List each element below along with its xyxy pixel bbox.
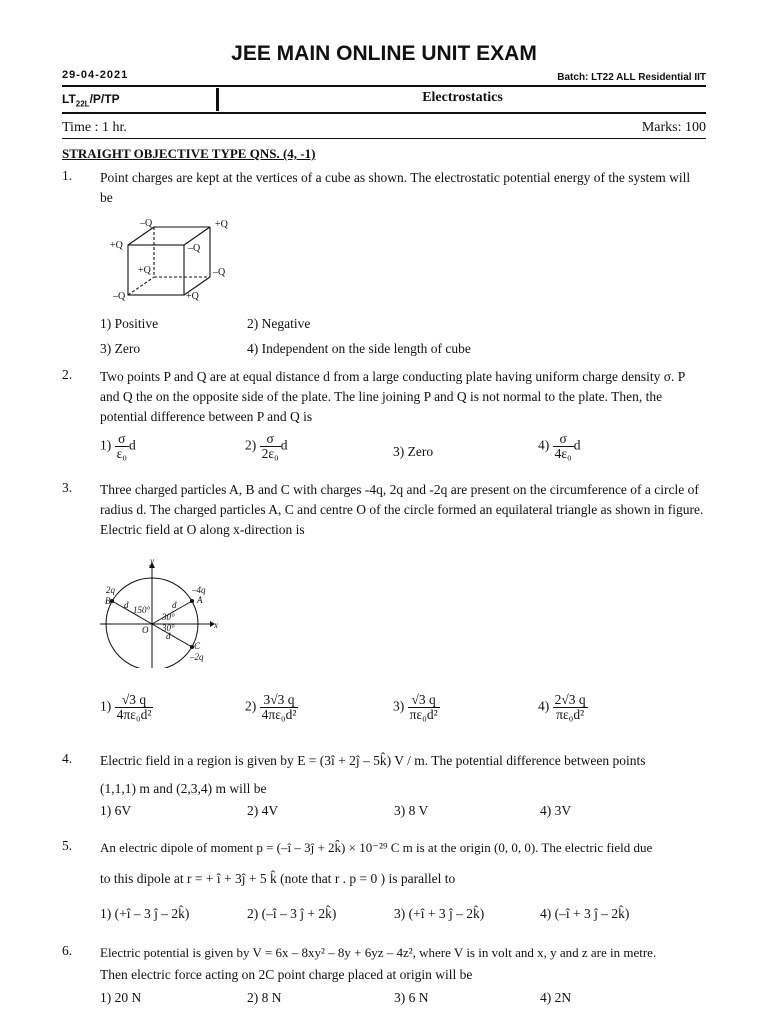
cube-label: –Q — [140, 218, 153, 229]
cube-label: –Q — [213, 267, 226, 278]
batch-info: Batch: LT22 ALL Residential IIT — [557, 72, 706, 83]
option[interactable]: 4) $\frac{\sigma}{\text{4ε₀}}$ d — [538, 431, 581, 461]
question-text: Then electric force acting on 2C point charge placed at origin will be — [100, 967, 473, 982]
angle-label: 30° — [162, 623, 175, 633]
option[interactable]: 3) 8 V — [394, 803, 429, 818]
time-info: Time : 1 hr. — [62, 120, 127, 135]
point-label: A — [197, 595, 203, 605]
charge-label: 2q — [106, 585, 115, 595]
charge-label: –4q — [192, 585, 206, 595]
option[interactable]: 1) Positive — [100, 316, 159, 331]
option[interactable]: 4) Independent on the side length of cube — [247, 341, 471, 356]
option[interactable]: 3) (+î + 3 ĵ – 2k̂) — [394, 906, 485, 921]
question-text: Three charged particles A, B and C with charges -4q, 2q and -2q are present on the circumference of a circle of radius d. The charged particles A, C and centre O of the circle formed an equilateral triangle as shown in figure. Electric field at O along x-direction is — [100, 482, 704, 537]
circle-charges-figure — [100, 556, 228, 668]
charge-label: –2q — [190, 652, 204, 662]
distance-label: d — [172, 600, 177, 610]
formula: V = 6x – 8xy² – 8y + 6yz – 4z², — [252, 945, 416, 960]
question-number: 1. — [62, 168, 73, 183]
question-number: 2. — [62, 367, 73, 382]
cube-figure — [108, 217, 238, 307]
option[interactable]: 1) $\frac{\sigma}{\text{ε₀}}$ d — [100, 431, 136, 461]
option[interactable]: 3) Zero — [100, 341, 141, 356]
question-text: (1,1,1) m and (2,3,4) m will be — [100, 781, 267, 796]
option[interactable]: 3) $\frac{√3 q}{\text{πε₀d²}}$ — [393, 692, 438, 722]
option[interactable]: 2) $\frac{3√3 q}{\text{4πε₀d²}}$ — [245, 692, 297, 722]
cube-label: –Q — [188, 243, 201, 254]
cube-label: +Q — [110, 240, 123, 251]
section-heading: STRAIGHT OBJECTIVE TYPE QNS. (4, -1) — [62, 146, 316, 161]
option[interactable]: 2) (–î – 3 ĵ + 2k̂) — [247, 906, 337, 921]
option[interactable]: 1) 6V — [100, 803, 132, 818]
question-number: 6. — [62, 943, 73, 958]
formula: r . p = 0 — [334, 871, 378, 886]
option[interactable]: 1) $\frac{√3 q}{\text{4πε₀d²}}$ — [100, 692, 152, 722]
question-text: Electric field in a region is given by E = (3î + 2ĵ – 5k̂) V / m. The potential difference between points — [100, 753, 646, 768]
header-divider-top — [62, 85, 706, 87]
option[interactable]: 2) 8 N — [247, 990, 282, 1005]
formula: p = (–î – 3ĵ + 2k̂) × 10⁻²⁹ C m — [256, 840, 413, 855]
question-number: 3. — [62, 480, 73, 495]
question-number: 5. — [62, 838, 73, 853]
formula: r = + î + 3ĵ + 5 k̂ — [187, 871, 277, 886]
distance-label: d — [124, 600, 129, 610]
cube-label: +Q — [138, 265, 151, 276]
option[interactable]: 4) (–î + 3 ĵ – 2k̂) — [540, 906, 630, 921]
option[interactable]: 2) $\frac{\sigma}{\text{2ε₀}}$ d — [245, 431, 288, 461]
question-text: An electric dipole of moment p = (–î – 3ĵ + 2k̂) × 10⁻²⁹ C m is at the origin (0, 0, 0). The electric field due — [100, 840, 653, 855]
distance-label: d — [166, 631, 171, 641]
cube-label: +Q — [186, 291, 199, 302]
origin-label: O — [142, 625, 149, 635]
option[interactable]: 4) $\frac{2√3 q}{\text{πε₀d²}}$ — [538, 692, 586, 722]
option[interactable]: 3) Zero — [393, 444, 434, 459]
question-number: 4. — [62, 751, 73, 766]
question-text: Two points P and Q are at equal distance d from a large conducting plate having uniform charge density σ. P and Q the on the opposite side of the plate. The line joining P and Q is not normal to the plate. Then, the potential difference between P and Q is — [100, 369, 685, 424]
cube-label: +Q — [215, 219, 228, 230]
section-divider — [62, 138, 706, 139]
option[interactable]: 3) 6 N — [394, 990, 429, 1005]
axis-label: x — [214, 620, 218, 630]
option[interactable]: 1) (+î – 3 ĵ – 2k̂) — [100, 906, 190, 921]
option[interactable]: 4) 2N — [540, 990, 572, 1005]
subject-title: Electrostatics — [422, 90, 503, 105]
question-text: Electric potential is given by V = 6x – 8xy² – 8y + 6yz – 4z², where V is in volt and x, y and z are in metre. — [100, 945, 657, 960]
exam-title: JEE MAIN ONLINE UNIT EXAM — [231, 42, 537, 65]
angle-label: 150° — [133, 605, 151, 615]
point-label: C — [194, 641, 201, 651]
formula: E = (3î + 2ĵ – 5k̂) V / m — [297, 753, 425, 768]
marks-info: Marks: 100 — [641, 120, 706, 135]
question-text: Point charges are kept at the vertices of a cube as shown. The electrostatic potential energy of the system will be — [100, 170, 691, 205]
exam-date: 29-04-2021 — [62, 69, 129, 81]
option[interactable]: 2) Negative — [247, 316, 311, 331]
option[interactable]: 1) 20 N — [100, 990, 142, 1005]
paper-code: $LT_{22L}/P/TP$ — [62, 92, 120, 109]
point-label: B — [105, 596, 111, 606]
angle-label: 30° — [162, 612, 175, 622]
option[interactable]: 2) 4V — [247, 803, 279, 818]
header-divider-bottom — [62, 112, 706, 114]
option[interactable]: 4) 3V — [540, 803, 572, 818]
axis-label: y — [150, 556, 154, 566]
question-text: to this dipole at r = + î + 3ĵ + 5 k̂ (note that r . p = 0 ) is parallel to — [100, 871, 456, 886]
cube-label: –Q — [113, 291, 126, 302]
